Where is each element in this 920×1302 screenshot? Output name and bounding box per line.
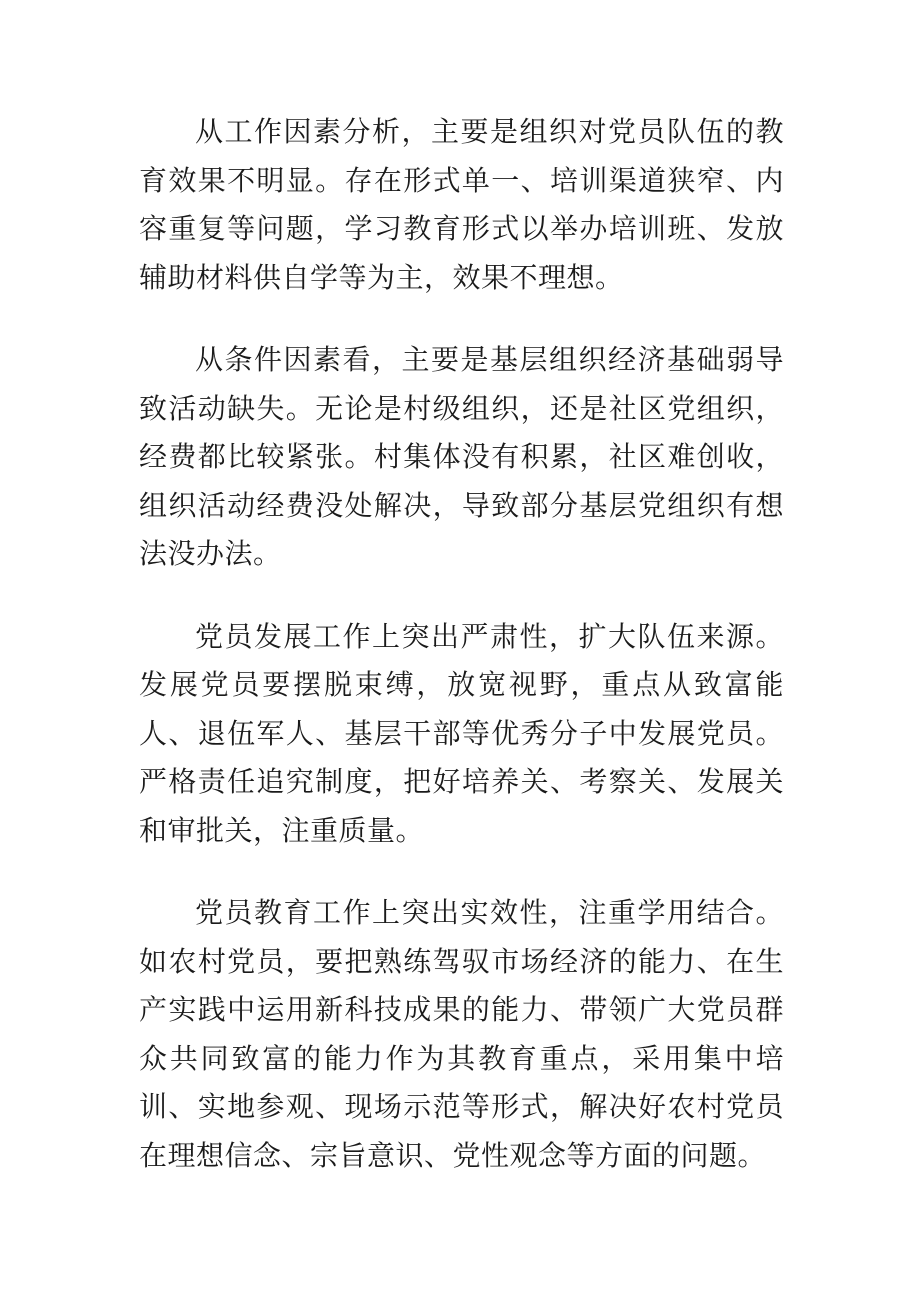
paragraph-member-development: 党员发展工作上突出严肃性，扩大队伍来源。发展党员要摆脱束缚，放宽视野，重点从致富能人、退伍军人、基层干部等优秀分子中发展党员。严格责任追究制度，把好培养关、考察关、发展关和审批关，注重质量。 — [139, 619, 784, 847]
paragraph-work-factors: 从工作因素分析，主要是组织对党员队伍的教育效果不明显。存在形式单一、培训渠道狭窄、内容重复等问题，学习教育形式以举办培训班、发放辅助材料供自学等为主，效果不理想。 — [139, 115, 784, 294]
paragraph-member-education: 党员教育工作上突出实效性，注重学用结合。如农村党员，要把熟练驾驭市场经济的能力、在生产实践中运用新科技成果的能力、带领广大党员群众共同致富的能力作为其教育重点，采用集中培训、实地参观、现场示范等形式，解决好农村党员在理想信念、宗旨意识、党性观念等方面的问题。 — [139, 896, 784, 1172]
paragraph-condition-factors: 从条件因素看，主要是基层组织经济基础弱导致活动缺失。无论是村级组织，还是社区党组织，经费都比较紧张。村集体没有积累，社区难创收，组织活动经费没处解决，导致部分基层党组织有想法没办法。 — [139, 343, 784, 570]
document-body — [139, 108, 784, 1214]
